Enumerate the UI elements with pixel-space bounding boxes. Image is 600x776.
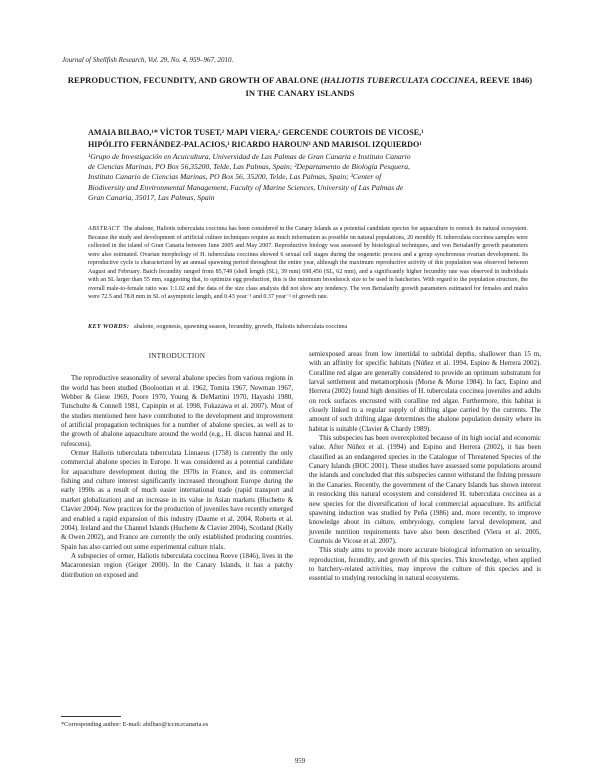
affiliation-line-1: ¹Grupo de Investigación en Acuicultura, Universidad de Las Palmas de Gran Canaria e Instituto Canario xyxy=(88,152,411,161)
affiliations xyxy=(88,152,528,203)
right-column xyxy=(309,350,541,584)
abstract-label: ABSTRACT xyxy=(88,226,120,232)
abstract-text: The abalone, Haliotis tuberculata coccinea has been considered in the Canary Islands as a potential candidate species for aquaculture to restock its natural ecosystem. Because the study and development of artificial culture techniques require as much information as possible on natural populations, 20 monthly H. tuberculata coccinea samples were collected in the island of Gran Canaria between June 2005 and May 2007. Reproductive biology was assessed by histological techniques, and von Bertalanffy growth parameters were also estimated. Ovarian morphology of H. tuberculata coccinea showed 6 sexual cell stages during the oogenetic process and a group synchronous ovarian development. Its reproductive cycle is characterized by an annual spawning period throughout the entire year, although the maximum reproductive activity of this population was observed between August and February. Batch fecundity ranged from 85,749 (shell length (SL), 39 mm) 698,456 (SL, 62 mm), and a significantly higher fecundity rate was observed in individuals with an SL larger than 55 mm, suggesting that, to optimize egg production, this is the minimum broodstock size to be used in hatcheries. With regard to the population structure, the overall male-to-female ratio was 1:1.02 and the data of the size class analysis did not show any tendency. The von Bertalanffy growth parameters estimated for females and males were 72.5 and 78.8 mm in SL of asymptotic length, and 0.43 year⁻¹ and 0.37 year⁻¹ of growth rate. xyxy=(88,226,528,301)
corresponding-author-footnote: *Corresponding author: E-mail: abilbao@iccm.rcanaria.es xyxy=(61,721,209,728)
affiliation-line-3: Instituto Canario de Ciencias Marinas, PO Box 56, 35200, Telde, Las Palmas, Spain; ³Center of xyxy=(88,172,382,182)
keywords xyxy=(88,322,528,331)
intro-paragraph-2: Ormer Haliotis tuberculata tuberculata Linnaeus (1758) is currently the only commercial abalone species in Europe. It was considered as a potential candidate for aquaculture development during the 1970s in France, and its commercial fishing and culture interest significantly increased throughout Europe during the early 1990s as a result of much easier international trade (rapid transport and market globalization) and an increase in its value in Asian markets (Huchette & Clavier 2004). New practices for the production of juveniles have recently emerged and enabled a rapid expansion of this industry (Daume et al. 2004, Roberts et al. 2004). Ireland and the Channel Islands (Huchette & Clavier 2004), Scotland (Kelly & Owen 2002), and France are currently the only established producing countries. Spain has also carried out some experimental culture trials. xyxy=(61,449,293,551)
intro-paragraph-1: The reproductive seasonality of several abalone species from various regions in the world has been studied (Boolootian et al. 1962, Tomita 1967, Newman 1967, Webber & Giese 1969, Poore 1970, Young & DeMartini 1970, Hayashi 1980, Tutschulte & Connell 1981, Capinpin et al. 1998, Fukazawa et al. 2007). Most of the studies mentioned here have contributed to the development and improvement of artificial propagation techniques for a number of abalone species, as well as to the growth of abalone aquaculture around the world (e.g., H. discus hannai and H. rufescens). xyxy=(61,374,293,448)
keywords-label: KEY WORDS: xyxy=(88,323,130,330)
intro-paragraph-4: semiexposed areas from low intertidal to subtidal depths, shallower than 15 m, with an affinity for specific habitats (Núñez et al. 1994, Espino & Herrera 2002). Coralline red algae are generally considered to provide an optimum substratum for larval settlement and metamorphosis (Morse & Morse 1984). In fact, Espino and Herrera (2002) found high densities of H. tuberculata coccinea juveniles and adults on rock surfaces encrusted with coralline red algae. Furthermore, this habitat is closely linked to a regular supply of drifting algae carried by the currents. The amount of such drifting algae determines the abalone population density where its habitat is suitable (Clavier & Chardy 1989). xyxy=(309,350,541,433)
author-list xyxy=(88,127,528,151)
journal-citation: Journal of Shellfish Research, Vol. 29, No. 4, 959–967, 2010. xyxy=(62,56,234,64)
intro-paragraph-6: This study aims to provide more accurate biological information on sexuality, reproduction, fecundity, and growth of this species. This knowledge, when applied to hatchery-related activities, may improve the culture of this species and is essential to studying restocking in natural ecosystems. xyxy=(309,546,541,583)
article-title xyxy=(64,74,536,100)
page-number: 959 xyxy=(294,758,306,765)
footnote-rule xyxy=(61,716,121,717)
title-part-2: , REEVE 1846) IN THE CANARY ISLANDS xyxy=(245,75,533,98)
abstract xyxy=(88,225,528,302)
intro-paragraph-3: A subspecies of ormer, Haliotis tuberculata coccinea Reeve (1846), lives in the Macaronesian region (Geiger 2000). In the Canary Islands, it has a patchy distribution on exposed and xyxy=(61,551,293,579)
intro-paragraph-5: This subspecies has been overexploited because of its high social and economic value. After Núñez et al. (1994) and Espino and Herrera (2002), it has been classified as an endangered species in the Catalogue of Threatened Species of the Canary Islands (BOC 2001). These studies have assessed some populations around the islands and concluded that this subspecies cannot withstand the fishing pressure in the Canaries. Recently, the government of the Canary Islands has shown interest in restocking this natural ecosystem and considered H. tuberculata coccinea as a new species for the diversification of local commercial aquaculture. Its artificial spawning induction was studied by Peña (1986) and, more recently, to improve knowledge about its culture, embryology, complete larval development, and juvenile nutrition requirements have also been described (Viera et al. 2005, Courtois de Vicose et al. 2007). xyxy=(309,434,541,545)
left-column xyxy=(61,352,293,580)
affiliation-line-5: Gran Canaria, 35017, Las Palmas, Spain xyxy=(88,192,215,202)
author-line-2: HIPÓLITO FERNÁNDEZ-PALACIOS,¹ RICARDO HAROUN³ AND MARISOL IZQUIERDO¹ xyxy=(88,140,422,149)
affiliation-line-4: Biodiversity and Environmental Management, Faculty of Marine Sciences, University of Las Palmas de xyxy=(88,182,404,192)
title-species: HALIOTIS TUBERCULATA COCCINEA xyxy=(323,75,476,85)
title-part-1: REPRODUCTION, FECUNDITY, AND GROWTH OF ABALONE ( xyxy=(67,75,324,85)
affiliation-line-2: de Ciencias Marinas, PO Box 56,35200, Telde, Las Palmas, Spain; ²Departamento de Biología Pesquera, xyxy=(88,162,410,172)
author-line-1: AMAIA BILBAO,¹* VÍCTOR TUSET,² MAPI VIERA,¹ GERCENDE COURTOIS DE VICOSE,¹ xyxy=(88,128,424,137)
section-heading-introduction: INTRODUCTION xyxy=(148,352,206,360)
keywords-text: abalone, oogenesis, spawning season, fecundity, growth, Haliotis tuberculata coccinea xyxy=(133,323,348,330)
